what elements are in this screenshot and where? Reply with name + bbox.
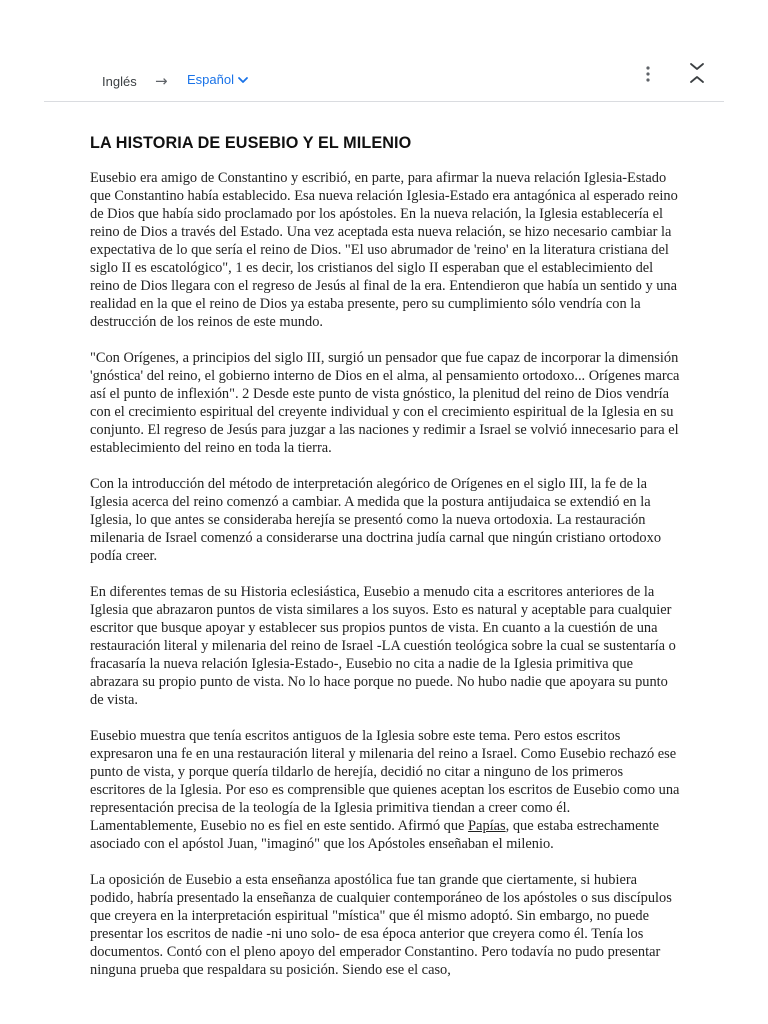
paragraph [90, 727, 680, 853]
translation-toolbar [0, 0, 768, 102]
arrow-right-icon: → [155, 72, 168, 90]
more-vertical-icon[interactable] [638, 62, 658, 86]
chevron-down-icon[interactable] [237, 74, 249, 86]
toolbar-divider [44, 101, 724, 102]
paragraph: En diferentes temas de su Historia eclesiástica, Eusebio a menudo cita a escritores anteriores de la Iglesia que abrazaron puntos de vista similares a los suyos. Esto es natural y aceptable para cualquier escritor que busque apoyar y establecer sus propios puntos de vista. En cuanto a la cuestión de una restauración literal y milenaria del reino de Israel -LA cuestión teológica sobre la cual se sustentaría o fracasaría la nueva relación Iglesia-Estado-, Eusebio no cita a nadie de la Iglesia primitiva que abrazara su propio punto de vista. No lo hace porque no puede. No hubo nadie que apoyara su punto de vista. [90, 584, 676, 708]
paragraph: "Con Orígenes, a principios del siglo III, surgió un pensador que fue capaz de incorporar la dimensión 'gnóstica' del reino, el gobierno interno de Dios en el alma, al pensamiento ortodoxo... Orígenes marca así el punto de inflexión". 2 Desde este punto de vista gnóstico, la plenitud del reino de Dios vendría con el crecimiento espiritual del creyente individual y con el crecimiento espiritual de la Iglesia en su conjunto. El regreso de Jesús para juzgar a las naciones y redimir a Israel se volvió innecesario para el establecimiento del reino en toda la tierra. [90, 350, 680, 456]
collapse-icon[interactable] [686, 60, 708, 88]
paragraph-text: , que estaba estrechamente asociado con el apóstol Juan, "imaginó" que los Apóstoles enseñaban el milenio. [90, 818, 660, 852]
paragraph: Con la introducción del método de interpretación alegórico de Orígenes en el siglo III, la fe de la Iglesia acerca del reino comenzó a cambiar. A medida que la postura antijudaica se extendió en la Iglesia, lo que antes se consideraba herejía se presentó como la nueva ortodoxia. La restauración milenaria de Israel comenzó a considerarse una doctrina judía carnal que ningún cristiano ortodoxo podía creer. [90, 476, 662, 564]
source-language-label[interactable]: Inglés [102, 74, 137, 89]
target-language-selector[interactable] [187, 72, 249, 87]
translated-document [90, 134, 680, 997]
papias-link[interactable]: Papías [468, 818, 506, 834]
document-title: LA HISTORIA DE EUSEBIO Y EL MILENIO [90, 134, 412, 152]
paragraph: La oposición de Eusebio a esta enseñanza apostólica fue tan grande que ciertamente, si hubiera podido, habría presentado la enseñanza de cualquier contemporáneo de los apóstoles o sus discípulos que creyera en la interpretación espiritual "mística" que él mismo adoptó. Sin embargo, no puede presentar los escritos de nadie -ni uno solo- de esa época anterior que creyera como él. Tenía los documentos. Contó con el pleno apoyo del emperador Constantino. Pero todavía no pudo presentar ninguna prueba que respaldara su posición. Siendo ese el caso, [90, 872, 672, 978]
paragraph: Eusebio era amigo de Constantino y escribió, en parte, para afirmar la nueva relación Iglesia-Estado que Constantino había establecido. Esa nueva relación Iglesia-Estado era antagónica al esperado reino de Dios que había sido proclamado por los apóstoles. En la nueva relación, la Iglesia establecería el reino de Dios a través del Estado. Una vez aceptada esta nueva relación, se hizo necesario cambiar la expectativa de lo que sería el reino de Dios. "El uso abrumador de 'reino' en la literatura cristiana del siglo II es escatológico", 1 es decir, los cristianos del siglo II esperaban que el establecimiento del reino de Dios llegara con el regreso de Jesús al final de la era. Entendieron que había un sentido y una realidad en la que el reino de Dios ya estaba presente, pero su cumplimiento sólo vendría con la destrucción de los reinos de este mundo. [90, 170, 678, 330]
paragraph-text: Eusebio muestra que tenía escritos antiguos de la Iglesia sobre este tema. Pero estos escritos expresaron una fe en una restauración literal y milenaria del reino a Israel. Como Eusebio rechazó ese punto de vista, y porque quería tildarlo de herejía, decidió no citar a ninguno de los primeros escritores de la Iglesia. Por eso es comprensible que quienes aceptan los escritos de Eusebio como una representación precisa de la teología de la Iglesia primitiva tiendan a creer como él. Lamentablemente, Eusebio no es fiel en este sentido. Afirmó que [90, 728, 680, 834]
target-language-label[interactable]: Español [187, 72, 234, 87]
